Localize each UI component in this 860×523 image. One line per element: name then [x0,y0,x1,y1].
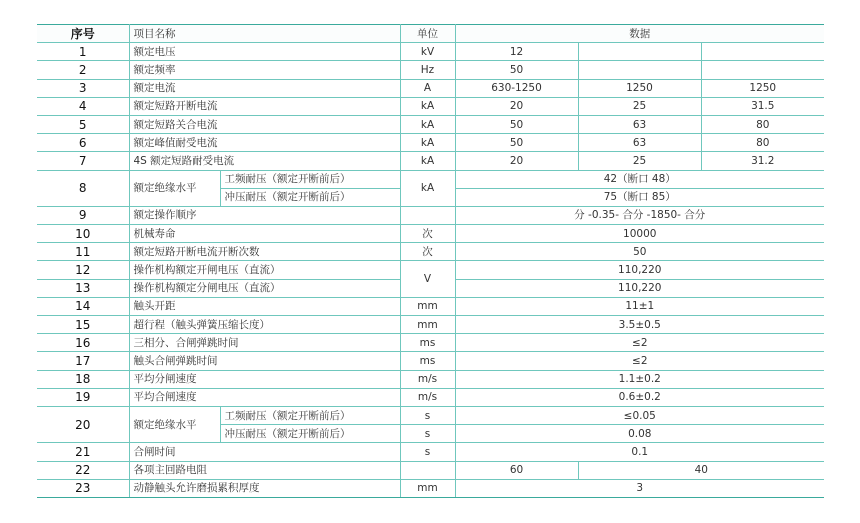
table-row [37,334,824,352]
row-no: 23 [37,479,129,497]
row-value: 630-1250 [455,79,578,97]
row-value: 25 [578,97,701,115]
row-unit: mm [400,297,455,315]
row-item: 超行程（触头弹簧压缩长度） [129,316,400,334]
row-value: 60 [455,461,578,479]
row-item: 额定峰值耐受电流 [129,134,400,152]
row-value: 12 [455,43,578,61]
row-no: 19 [37,388,129,406]
row-unit: V [400,261,455,297]
row-unit: kA [400,115,455,133]
row-subitem: 工频耐压（额定开断前后） [220,406,400,424]
row-item: 动静触头允许磨损累积厚度 [129,479,400,497]
table-row [37,243,824,261]
row-item: 额定短路开断电流 [129,97,400,115]
row-value: 11±1 [455,297,824,315]
row-no: 13 [37,279,129,297]
row-no: 7 [37,152,129,170]
row-no: 9 [37,206,129,224]
row-value: 0.6±0.2 [455,388,824,406]
row-unit: kV [400,43,455,61]
row-item: 机械寿命 [129,225,400,243]
table-row [37,388,824,406]
row-value: 42（断口 48） [455,170,824,188]
row-unit: mm [400,316,455,334]
header-item: 项目名称 [129,25,400,43]
row-unit: kA [400,134,455,152]
row-no: 15 [37,316,129,334]
table-row [37,79,824,97]
row-unit: Hz [400,61,455,79]
table-row [37,225,824,243]
row-value: 50 [455,115,578,133]
row-no: 2 [37,61,129,79]
row-item: 4S 额定短路耐受电流 [129,152,400,170]
row-value: 3 [455,479,824,497]
row-value [701,43,824,61]
table-row [37,43,824,61]
row-value [578,61,701,79]
row-unit: kA [400,152,455,170]
table-row [37,316,824,334]
row-subitem: 冲压耐压（额定开断前后） [220,425,400,443]
row-value: 80 [701,115,824,133]
row-value: 分 -0.35- 合分 -1850- 合分 [455,206,824,224]
header-data: 数据 [455,25,824,43]
row-item: 额定操作顺序 [129,206,400,224]
row-value: 20 [455,97,578,115]
table-row [37,297,824,315]
row-value [578,43,701,61]
table-row [37,443,824,461]
row-unit: s [400,425,455,443]
row-unit: A [400,79,455,97]
row-unit: ms [400,352,455,370]
row-unit: 次 [400,243,455,261]
header-unit: 单位 [400,25,455,43]
row-item: 平均分闸速度 [129,370,400,388]
table-row [37,170,824,188]
row-value: 63 [578,134,701,152]
row-unit: m/s [400,388,455,406]
row-item: 平均合闸速度 [129,388,400,406]
row-item: 额定短路开断电流开断次数 [129,243,400,261]
row-no: 6 [37,134,129,152]
row-value: ≤2 [455,334,824,352]
spec-table [37,24,824,498]
row-value: 75（断口 85） [455,188,824,206]
row-item: 触头开距 [129,297,400,315]
row-subitem: 工频耐压（额定开断前后） [220,170,400,188]
row-value: 63 [578,115,701,133]
row-item: 额定电压 [129,43,400,61]
row-unit: ms [400,334,455,352]
row-no: 22 [37,461,129,479]
row-value: 31.5 [701,97,824,115]
row-no: 5 [37,115,129,133]
row-value: 1250 [578,79,701,97]
row-item: 触头合闸弹跳时间 [129,352,400,370]
row-unit: kA [400,97,455,115]
row-value: 10000 [455,225,824,243]
table-row [37,115,824,133]
row-value: 1250 [701,79,824,97]
table-row [37,461,824,479]
row-value: 50 [455,61,578,79]
row-value: 50 [455,134,578,152]
table-row [37,370,824,388]
row-item: 各项主回路电阻 [129,461,400,479]
row-no: 20 [37,406,129,442]
table-row [37,206,824,224]
row-value: 1.1±0.2 [455,370,824,388]
row-item: 额定绝缘水平 [129,406,220,442]
row-value: 50 [455,243,824,261]
row-item: 合闸时间 [129,443,400,461]
row-item: 三相分、合闸弹跳时间 [129,334,400,352]
table-row [37,406,824,424]
row-item: 操作机构额定开闸电压（直流） [129,261,400,279]
table-row [37,152,824,170]
row-item: 额定电流 [129,79,400,97]
row-value: 20 [455,152,578,170]
row-value: 0.1 [455,443,824,461]
row-unit: m/s [400,370,455,388]
row-no: 4 [37,97,129,115]
table-row [37,61,824,79]
row-value: 3.5±0.5 [455,316,824,334]
row-value: 40 [578,461,824,479]
row-unit: mm [400,479,455,497]
row-value: 110,220 [455,261,824,279]
row-value: 110,220 [455,279,824,297]
row-no: 18 [37,370,129,388]
row-value: ≤2 [455,352,824,370]
row-value: ≤0.05 [455,406,824,424]
row-unit: s [400,406,455,424]
row-unit: kA [400,170,455,206]
table-row [37,97,824,115]
header-no: 序号 [37,25,129,43]
row-no: 11 [37,243,129,261]
table-header-row [37,25,824,43]
row-no: 1 [37,43,129,61]
row-unit [400,461,455,479]
row-no: 14 [37,297,129,315]
row-item: 额定频率 [129,61,400,79]
row-unit [400,206,455,224]
table-row [37,352,824,370]
row-no: 12 [37,261,129,279]
row-no: 17 [37,352,129,370]
row-value: 80 [701,134,824,152]
row-value: 31.2 [701,152,824,170]
row-value: 25 [578,152,701,170]
row-no: 3 [37,79,129,97]
row-no: 21 [37,443,129,461]
row-unit: s [400,443,455,461]
row-value [701,61,824,79]
row-subitem: 冲压耐压（额定开断前后） [220,188,400,206]
row-item: 操作机构额定分闸电压（直流） [129,279,400,297]
row-no: 8 [37,170,129,206]
table-row [37,261,824,279]
table-row [37,134,824,152]
row-no: 10 [37,225,129,243]
row-item: 额定短路关合电流 [129,115,400,133]
table-row [37,479,824,497]
row-unit: 次 [400,225,455,243]
row-item: 额定绝缘水平 [129,170,220,206]
row-no: 16 [37,334,129,352]
row-value: 0.08 [455,425,824,443]
